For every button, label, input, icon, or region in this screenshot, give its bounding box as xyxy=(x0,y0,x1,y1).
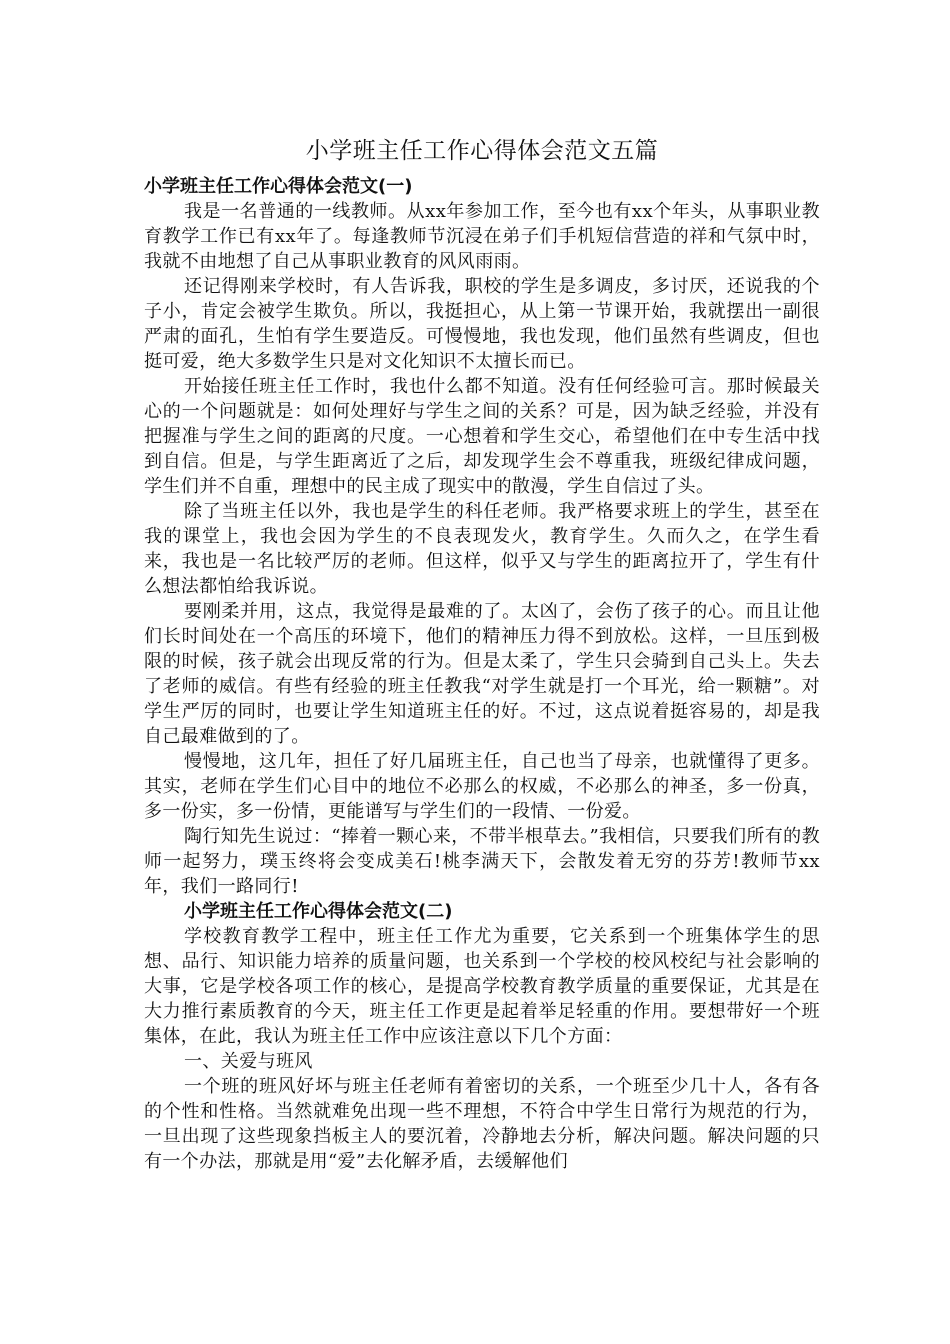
document-title: 小学班主任工作心得体会范文五篇 xyxy=(305,138,659,164)
section-heading: 小学班主任工作心得体会范文(二) xyxy=(184,901,453,922)
paragraph: 还记得刚来学校时，有人告诉我，职校的学生是多调皮，多讨厌，还说我的个子小，肯定会被学生欺负。所以，我挺担心，从上第一节课开始，我就摆出一副很严肃的面孔，生怕有学生要造反。可慢慢地，我也发现，他们虽然有些调皮，但也挺可爱，绝大多数学生只是对文化知识不太擅长而已。 xyxy=(144,276,820,372)
paragraph: 陶行知先生说过：“捧着一颗心来，不带半根草去。”我相信，只要我们所有的教师一起努力，璞玉终将会变成美石!桃李满天下，会散发着无穷的芬芳!教师节xx年，我们一路同行! xyxy=(144,826,820,897)
paragraph: 慢慢地，这几年，担任了好几届班主任，自己也当了母亲，也就懂得了更多。其实，老师在学生们心目中的地位不必那么的权威，不必那么的神圣，多一份真，多一份实，多一份情，更能谱写与学生们的一段情、一份爱。 xyxy=(144,751,820,822)
subheading-paragraph: 一、关爱与班风 xyxy=(184,1051,313,1072)
paragraph: 除了当班主任以外，我也是学生的科任老师。我严格要求班上的学生，甚至在我的课堂上，我也会因为学生的不良表现发火，教育学生。久而久之，在学生看来，我也是一名比较严厉的老师。但这样，似乎又与学生的距离拉开了，学生有什么想法都怕给我诉说。 xyxy=(144,501,820,597)
paragraph: 我是一名普通的一线教师。从xx年参加工作，至今也有xx个年头，从事职业教育教学工作已有xx年了。每逢教师节沉浸在弟子们手机短信营造的祥和气氛中时，我就不由地想了自己从事职业教育的风风雨雨。 xyxy=(144,201,820,272)
section-2 xyxy=(144,899,820,1174)
section-1 xyxy=(144,174,820,899)
paragraph: 学校教育教学工程中，班主任工作尤为重要，它关系到一个班集体学生的思想、品行、知识能力培养的质量问题，也关系到一个学校的校风校纪与社会影响的大事，它是学校各项工作的核心，是提高学校教育教学质量的重要保证，尤其是在大力推行素质教育的今天，班主任工作更是起着举足轻重的作用。要想带好一个班集体，在此，我认为班主任工作中应该注意以下几个方面： xyxy=(144,926,820,1047)
section-heading: 小学班主任工作心得体会范文(一) xyxy=(144,176,413,197)
paragraph: 一个班的班风好坏与班主任老师有着密切的关系，一个班至少几十人，各有各的个性和性格。当然就难免出现一些不理想，不符合中学生日常行为规范的行为，一旦出现了这些现象挡板主人的要沉着，冷静地去分析，解决问题。解决问题的只有一个办法，那就是用“爱”去化解矛盾，去缓解他们 xyxy=(144,1076,820,1172)
paragraph: 要刚柔并用，这点，我觉得是最难的了。太凶了，会伤了孩子的心。而且让他们长时间处在一个高压的环境下，他们的精神压力得不到放松。这样，一旦压到极限的时候，孩子就会出现反常的行为。但是太柔了，学生只会骑到自己头上。失去了老师的威信。有些有经验的班主任教我“对学生就是打一个耳光，给一颗糖”。对学生严厉的同时，也要让学生知道班主任的好。不过，这点说着挺容易的，却是我自己最难做到的了。 xyxy=(144,601,820,747)
document-page xyxy=(144,134,820,1174)
paragraph: 开始接任班主任工作时，我也什么都不知道。没有任何经验可言。那时候最关心的一个问题就是：如何处理好与学生之间的关系？可是，因为缺乏经验，并没有把握准与学生之间的距离的尺度。一心想着和学生交心，希望他们在中专生活中找到自信。但是，与学生距离近了之后，却发现学生会不尊重我，班级纪律成问题，学生们并不自重，理想中的民主成了现实中的散漫，学生自信过了头。 xyxy=(144,376,820,497)
